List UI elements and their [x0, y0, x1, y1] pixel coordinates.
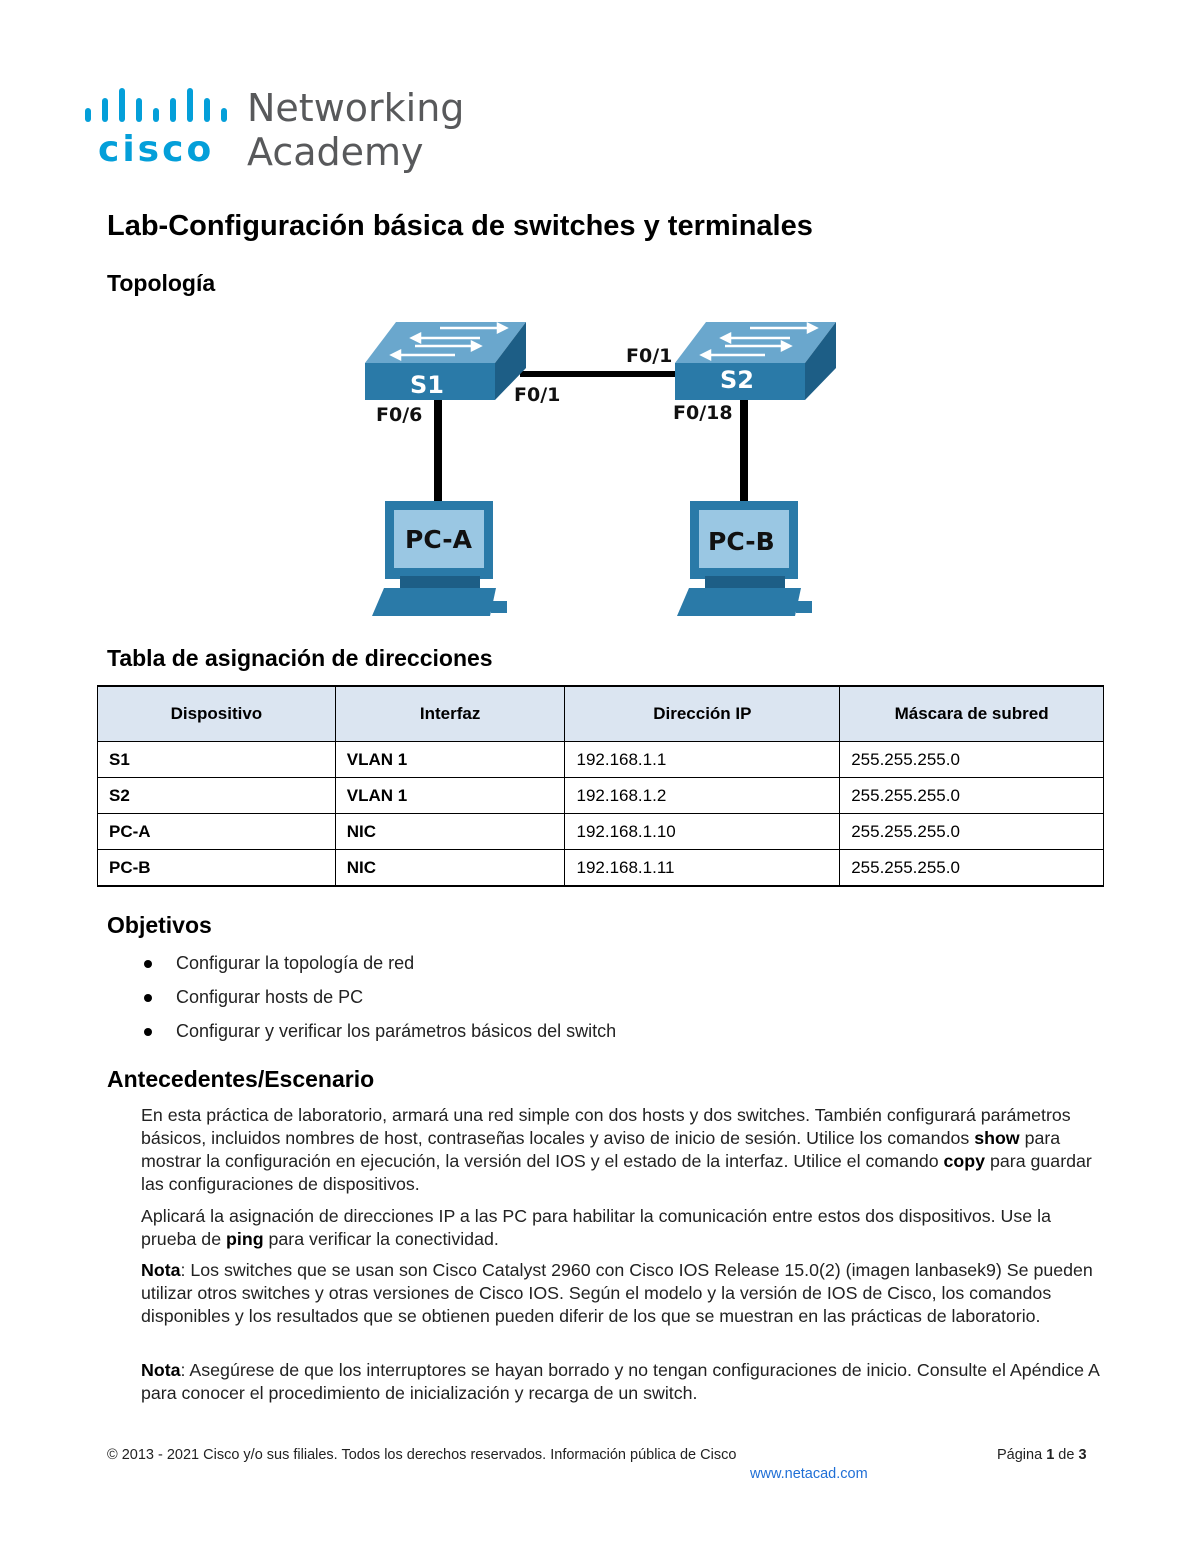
cell-ip: 192.168.1.11	[565, 850, 840, 887]
switch-s2-label: S2	[720, 366, 754, 394]
section-heading-addressing: Tabla de asignación de direcciones	[107, 645, 493, 671]
table-row	[98, 778, 1104, 814]
list-item: Configurar hosts de PC	[140, 986, 616, 1020]
background-paragraph-1: En esta práctica de laboratorio, armará una red simple con dos hosts y dos switches. También configurará parámetros básicos, incluidos nombres de host, contraseñas locales y aviso de inicio de sesión. Utilice los comandos show para mostrar la configuración en ejecución, la versión del IOS y el estado de la interfaz. Utilice el comando copy para guardar las configuraciones de dispositivos.	[141, 1105, 1092, 1194]
table-row	[98, 850, 1104, 887]
switch-s1-label: S1	[410, 371, 444, 399]
cell-mask: 255.255.255.0	[840, 742, 1104, 778]
note-label: Nota	[141, 1260, 181, 1280]
cell-mask: 255.255.255.0	[840, 850, 1104, 887]
network-topology-diagram	[360, 318, 840, 623]
cell-ip: 192.168.1.10	[565, 814, 840, 850]
table-header-row	[98, 686, 1104, 742]
cell-ip: 192.168.1.1	[565, 742, 840, 778]
header-device: Dispositivo	[98, 686, 336, 742]
background-paragraph-2: Aplicará la asignación de direcciones IP a las PC para habilitar la comunicación entre estos dos dispositivos. Use la prueba de ping para verificar la conectividad.	[141, 1206, 1051, 1249]
footer-page-number: Página 1 de 3	[997, 1447, 1087, 1463]
addressing-table	[97, 685, 1104, 887]
switch-s1-icon	[365, 322, 526, 400]
bullet-icon	[144, 994, 152, 1002]
section-heading-objectives: Objetivos	[107, 912, 212, 938]
academy-wordmark	[247, 86, 464, 174]
cell-interface: NIC	[335, 814, 565, 850]
port-label-s1-f01: F0/1	[514, 384, 561, 406]
switch-s2-icon	[675, 322, 836, 400]
objectives-list	[140, 952, 616, 1054]
command-ping: ping	[226, 1229, 264, 1249]
pc-a-icon	[372, 501, 507, 616]
bullet-icon	[144, 1028, 152, 1036]
footer-netacad-link[interactable]: www.netacad.com	[750, 1466, 868, 1482]
port-label-s2-f018: F0/18	[673, 402, 733, 424]
section-heading-topology: Topología	[107, 270, 216, 296]
command-copy: copy	[943, 1151, 986, 1171]
logo-line-networking: Networking	[247, 86, 465, 130]
document-title: Lab-Configuración básica de switches y terminales	[107, 210, 813, 242]
command-show: show	[974, 1128, 1020, 1148]
cell-ip: 192.168.1.2	[565, 778, 840, 814]
port-label-s1-f06: F0/6	[376, 404, 423, 426]
cell-device: S2	[98, 778, 336, 814]
cell-interface: VLAN 1	[335, 778, 565, 814]
note-paragraph-2: Nota: Asegúrese de que los interruptores se hayan borrado y no tengan configuraciones de inicio. Consulte el Apéndice A para conocer el procedimiento de inicialización y recarga de un switch.	[141, 1360, 1099, 1403]
cell-interface: VLAN 1	[335, 742, 565, 778]
section-heading-background: Antecedentes/Escenario	[107, 1066, 375, 1092]
cell-mask: 255.255.255.0	[840, 778, 1104, 814]
list-item: Configurar la topología de red	[140, 952, 616, 986]
note-label: Nota	[141, 1360, 181, 1380]
cell-interface: NIC	[335, 850, 565, 887]
header-interface: Interfaz	[335, 686, 565, 742]
pc-a-label: PC-A	[405, 525, 472, 554]
bullet-icon	[144, 960, 152, 968]
header-ip: Dirección IP	[565, 686, 840, 742]
header-mask: Máscara de subred	[840, 686, 1104, 742]
footer-copyright: © 2013 - 2021 Cisco y/o sus filiales. Todos los derechos reservados. Información pública de Cisco	[107, 1447, 737, 1463]
pc-b-icon	[677, 501, 812, 616]
port-label-s2-f01: F0/1	[626, 345, 673, 367]
cell-device: S1	[98, 742, 336, 778]
cell-device: PC-B	[98, 850, 336, 887]
list-item: Configurar y verificar los parámetros básicos del switch	[140, 1020, 616, 1054]
table-row	[98, 742, 1104, 778]
cell-mask: 255.255.255.0	[840, 814, 1104, 850]
note-paragraph-1: Nota: Los switches que se usan son Cisco Catalyst 2960 con Cisco IOS Release 15.0(2) (imagen lanbasek9) Se pueden utilizar otros switches y otras versiones de Cisco IOS. Según el modelo y la versión de IOS de Cisco, los comandos disponibles y los resultados que se obtienen pueden diferir de los que se muestran en las prácticas de laboratorio.	[141, 1260, 1093, 1326]
pc-b-label: PC-B	[708, 527, 775, 556]
cell-device: PC-A	[98, 814, 336, 850]
table-row	[98, 814, 1104, 850]
logo-line-academy: Academy	[247, 130, 424, 174]
cisco-wordmark: cisco	[98, 129, 215, 170]
